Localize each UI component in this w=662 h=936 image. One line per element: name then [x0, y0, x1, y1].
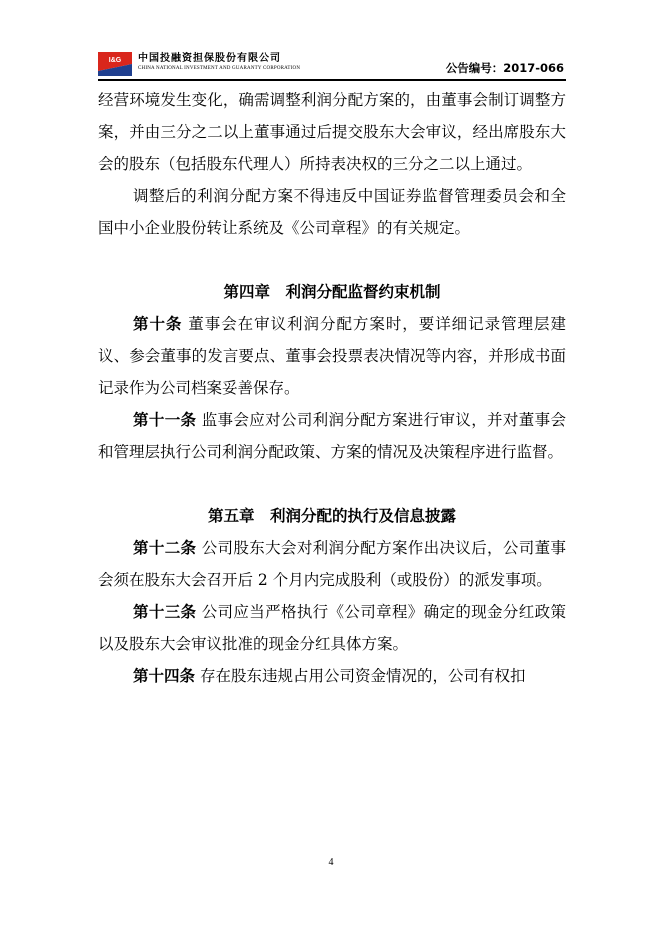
- header-divider: [98, 79, 566, 81]
- article-11: [98, 404, 566, 468]
- announcement-number: 公告编号：2017-066: [445, 61, 564, 75]
- article-13: [98, 596, 566, 660]
- article-12-label: 第十二条: [133, 539, 197, 557]
- company-name-cn: 中国投融资担保股份有限公司: [138, 53, 281, 64]
- logo-text: I&G: [108, 57, 122, 64]
- article-13-text: 公司应当严格执行《公司章程》确定的现金分红政策以及股东大会审议批准的现金分红具体方案。: [98, 603, 566, 653]
- company-name-block: [138, 53, 300, 72]
- article-12: [98, 532, 566, 596]
- article-13-label: 第十三条: [133, 603, 197, 621]
- article-10: [98, 308, 566, 404]
- paragraph-adjustment-rule: 调整后的利润分配方案不得违反中国证券监督管理委员会和全国中小企业股份转让系统及《公司章程》的有关规定。: [98, 187, 566, 237]
- chapter-five-heading: 第五章 利润分配的执行及信息披露: [207, 507, 456, 525]
- page-header: [98, 50, 566, 80]
- company-logo-icon: [98, 52, 132, 76]
- article-11-text: 监事会应对公司利润分配方案进行审议，并对董事会和管理层执行公司利润分配政策、方案的情况及决策程序进行监督。: [98, 411, 566, 461]
- article-14: [98, 660, 566, 692]
- page-number: 4: [328, 857, 334, 868]
- paragraph-continued: 经营环境发生变化，确需调整利润分配方案的，由董事会制订调整方案，并由三分之二以上董事通过后提交股东大会审议，经出席股东大会的股东（包括股东代理人）所持表决权的三分之二以上通过。: [98, 91, 566, 173]
- article-14-label: 第十四条: [133, 667, 196, 685]
- article-10-text: 董事会在审议利润分配方案时，要详细记录管理层建议、参会董事的发言要点、董事会投票表决情况等内容，并形成书面记录作为公司档案妥善保存。: [98, 315, 566, 397]
- article-12-text: 公司股东大会对利润分配方案作出决议后，公司董事会须在股东大会召开后 2 个月内完成股利（或股份）的派发事项。: [98, 539, 566, 589]
- company-name-en: CHINA NATIONAL INVESTMENT AND GUARANTY CORPORATION: [138, 66, 301, 71]
- article-14-text: 存在股东违规占用公司资金情况的，公司有权扣: [199, 667, 526, 685]
- chapter-four-heading: 第四章 利润分配监督约束机制: [223, 283, 441, 301]
- document-body: [98, 84, 566, 692]
- spacer: [98, 244, 566, 276]
- article-11-label: 第十一条: [133, 411, 197, 429]
- spacer: [98, 468, 566, 500]
- article-10-label: 第十条: [133, 315, 183, 333]
